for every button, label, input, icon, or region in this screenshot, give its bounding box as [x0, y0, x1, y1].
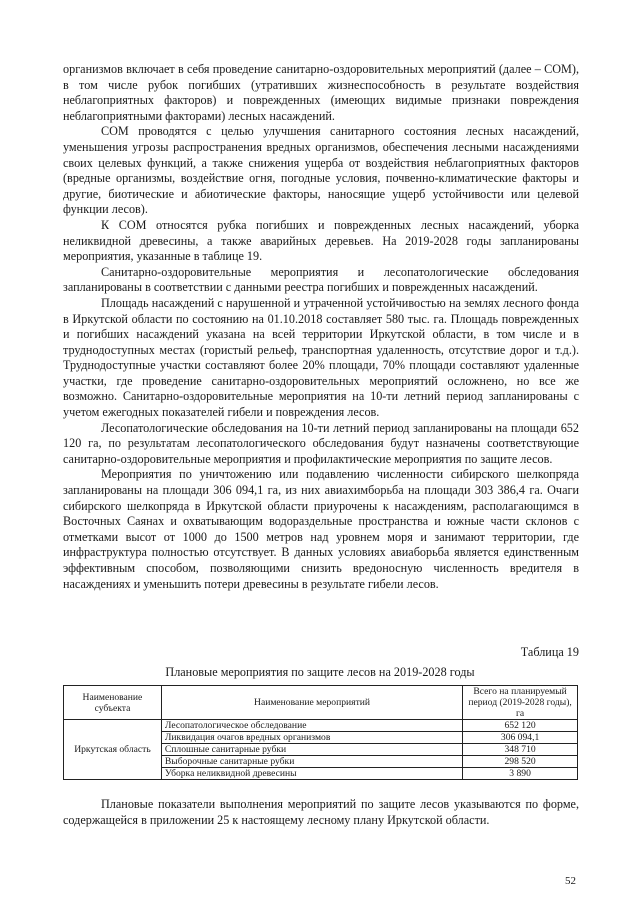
- value-cell: 348 710: [463, 744, 578, 756]
- page-number: 52: [565, 875, 576, 887]
- table-row: [64, 720, 578, 732]
- value-cell: 306 094,1: [463, 732, 578, 744]
- paragraph-som-goals: СОМ проводятся с целью улучшения санитарного состояния лесных насаждений, уменьшения угрозы распространения вредных организмов, обеспечения лесными насаждениями своих целевых функций, а также снижения ущерба от воздействия неблагоприятных факторов (вредные организмы, воздействие огня, погодные условия, почвенно-климатические факторы и другие, биотические и абиотические факторы, наносящие ущерб устойчивости или целевой функции лесов).: [63, 124, 579, 217]
- forest-protection-table: [63, 685, 578, 780]
- activity-cell: Ликвидация очагов вредных организмов: [161, 732, 462, 744]
- paragraph-continuation: организмов включает в себя проведение санитарно-оздоровительных мероприятий (далее – СОМ), в том числе рубок погибших (утративших жизнеспособность в результате воздействия неблагоприятных факторов) и поврежденных (имеющих видимые признаки повреждения неблагоприятными факторами) лесных насаждений.: [63, 62, 579, 123]
- activity-cell: Уборка неликвидной древесины: [161, 768, 462, 780]
- header-total: Всего на планируемый период (2019-2028 годы), га: [463, 686, 578, 720]
- paragraph-registry: Санитарно-оздоровительные мероприятия и лесопатологические обследования запланированы в соответствии с данными реестра погибших и поврежденных насаждений.: [63, 264, 579, 295]
- paragraph-silkworm: Мероприятия по уничтожению или подавлению численности сибирского шелкопряда запланированы на площади 306 094,1 га, из них авиахимборьба на площади 303 386,4 га. Очаги сибирского шелкопряда в Иркутской области приурочены к насаждениям, располагающимся в Восточных Саянах и охватывающим водораздельные пространства и южные части склонов с отметками высот от 1000 до 1500 метров над уровнем моря и занимают территории, где инфраструктура полностью отсутствует. В данных условиях авиаборьба является единственным эффективным способом, позволяющими снизить вредоносную численность вредителя в насаждениях и уменьшить потери древесины в результате гибели лесов.: [63, 467, 579, 591]
- paragraph-damaged-area: Площадь насаждений с нарушенной и утраченной устойчивостью на землях лесного фонда в Иркутской области по состоянию на 01.10.2018 составляет 580 тыс. га. Площадь поврежденных и погибших насаждений указана на всей территории Иркутской области, в том числе и в труднодоступных местах (гористый рельеф, транспортная удаленность, отсутствие дорог и т.д.). Труднодоступные участки составляют более 20% площади, 70% площади составляют удаленные участки, где проведение санитарно-оздоровительных мероприятий осложнено, но все же возможно. Санитарно-оздоровительные мероприятия на 10-ти летний период запланированы с учетом ежегодных показателей гибели и повреждения лесов.: [63, 295, 579, 420]
- closing-text: [63, 797, 579, 828]
- activity-cell: Сплошные санитарные рубки: [161, 744, 462, 756]
- table-label: Таблица 19: [520, 645, 579, 659]
- paragraph-som-types: К СОМ относятся рубка погибших и поврежденных лесных насаждений, уборка неликвидной древесины, а также аварийных деревьев. На 2019-2028 годы запланированы мероприятия, указанные в таблице 19.: [63, 217, 579, 264]
- subject-cell: Иркутская область: [64, 720, 162, 780]
- paragraph-closing: Плановые показатели выполнения мероприятий по защите лесов указываются по форме, содержащейся в приложении 25 к настоящему лесному плану Иркутской области.: [63, 797, 579, 827]
- activity-cell: Выборочные санитарные рубки: [161, 756, 462, 768]
- body-text: [63, 62, 579, 592]
- table-header-row: [64, 686, 578, 720]
- value-cell: 298 520: [463, 756, 578, 768]
- value-cell: 3 890: [463, 768, 578, 780]
- paragraph-surveys: Лесопатологические обследования на 10-ти летний период запланированы на площади 652 120 га, по результатам лесопатологического обследования будут назначены соответствующие санитарно-оздоровительные мероприятия и профилактические мероприятия по защите лесов.: [63, 420, 579, 466]
- activity-cell: Лесопатологическое обследование: [161, 720, 462, 732]
- table-title: Плановые мероприятия по защите лесов на 2019-2028 годы: [165, 665, 475, 679]
- header-subject: Наименование субъекта: [64, 686, 162, 720]
- header-activity: Наименование мероприятий: [161, 686, 462, 720]
- value-cell: 652 120: [463, 720, 578, 732]
